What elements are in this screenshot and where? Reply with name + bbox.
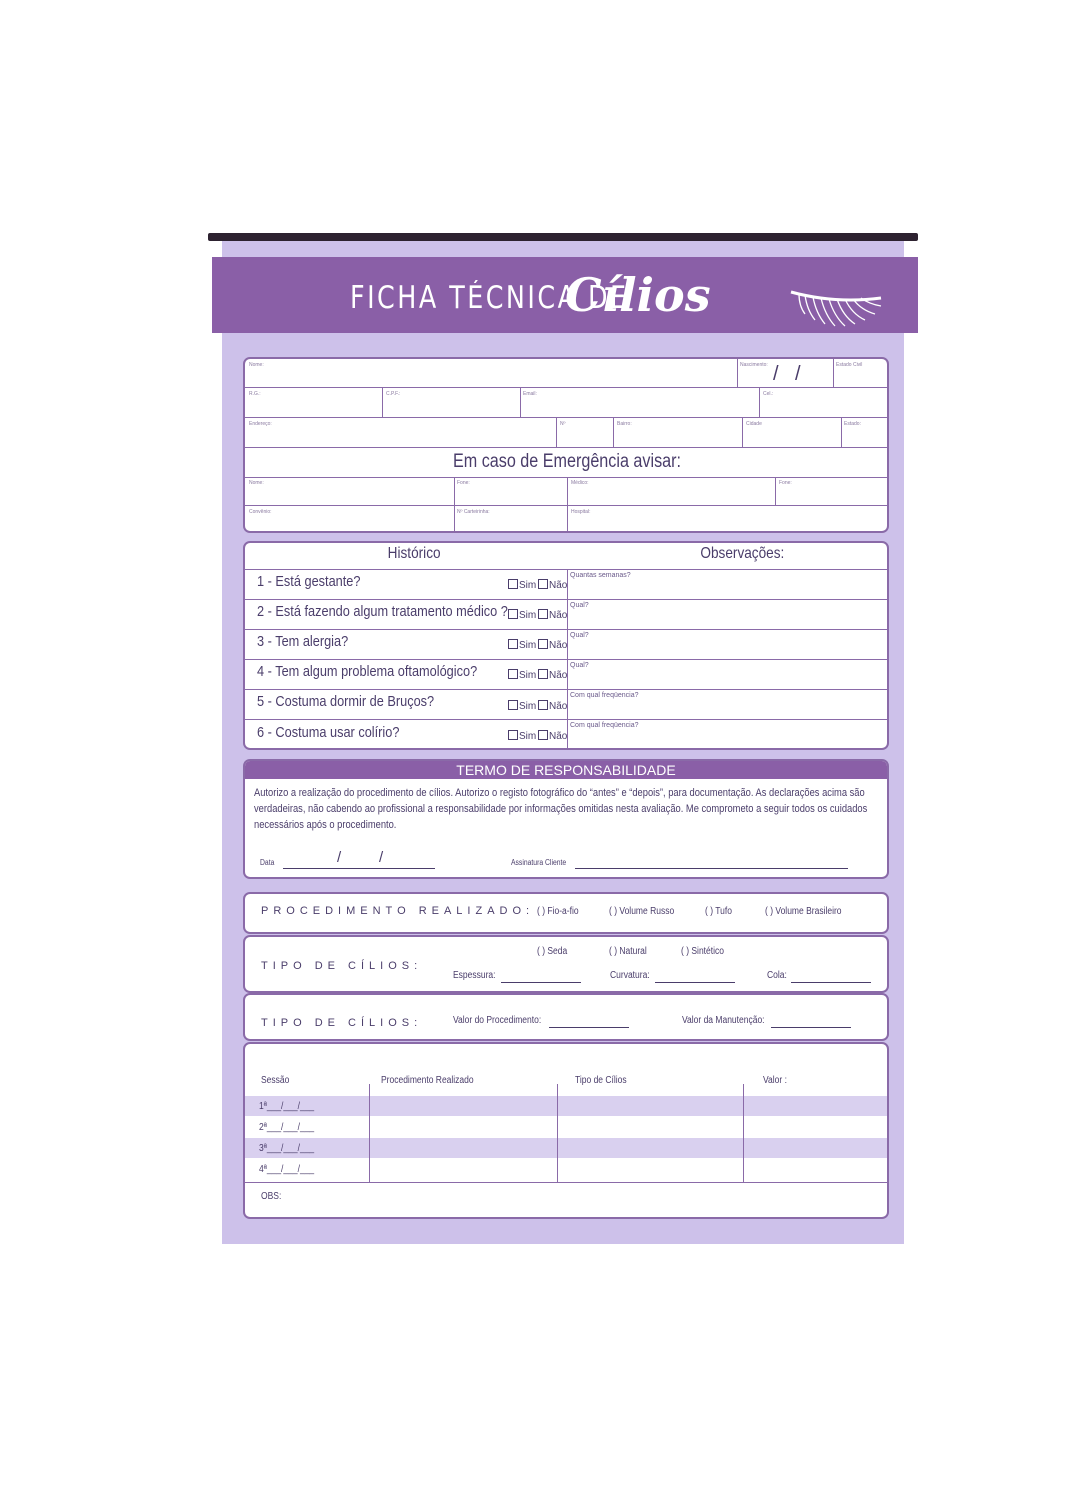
no-checkbox-5[interactable]: Não [538, 700, 567, 712]
email-label: Email: [523, 391, 537, 397]
glue-label: Cola: [767, 970, 787, 981]
no-checkbox-6[interactable]: Não [538, 730, 567, 742]
procedure-price-field[interactable] [549, 1027, 629, 1028]
terms-heading: TERMO DE RESPONSABILIDADE [456, 762, 676, 778]
question-6: 6 - Costuma usar colírio? [257, 724, 400, 741]
question-3: 3 - Tem alergia? [257, 633, 349, 650]
date-slash-2: / [379, 849, 384, 866]
question-2: 2 - Está fazendo algum tratamento médico ? [257, 603, 508, 620]
personal-info-section [243, 357, 889, 533]
obs-label: OBS: [261, 1191, 282, 1202]
yes-checkbox-3[interactable]: Sim [508, 639, 536, 651]
signature-field[interactable] [575, 868, 848, 869]
option-volume-russo[interactable]: ( ) Volume Russo [609, 906, 675, 917]
doctor-label: Médico: [571, 480, 589, 486]
no-checkbox-1[interactable]: Não [538, 579, 567, 591]
question-5: 5 - Costuma dormir de Bruços? [257, 693, 435, 710]
option-natural[interactable]: ( ) Natural [609, 946, 647, 957]
session-row-1: 1ª___/___/___ [259, 1101, 315, 1112]
thickness-label: Espessura: [453, 970, 496, 981]
eyelash-icon [785, 268, 885, 330]
thickness-field[interactable] [501, 982, 581, 983]
lash-type-col-header: Tipo de Cílios [575, 1075, 627, 1086]
option-tufo[interactable]: ( ) Tufo [705, 906, 732, 917]
price-section-label: TIPO DE CÍLIOS: [261, 1017, 423, 1029]
yes-checkbox-5[interactable]: Sim [508, 700, 536, 712]
civil-label: Estado Civil [836, 362, 863, 368]
signature-label: Assinatura Cliente [511, 858, 567, 867]
yes-checkbox-2[interactable]: Sim [508, 609, 536, 621]
no-checkbox-2[interactable]: Não [538, 609, 567, 621]
history-heading: Histórico [387, 545, 441, 562]
birth-slash-2: / [795, 363, 801, 385]
terms-line-2: verdadeiras, não cabendo ao profissional a responsabilidade por informações omitidas nesta avaliação. Me comprometo a seguir todos os cuidados [254, 803, 868, 815]
card-label: Nº Carteirinha: [457, 509, 490, 515]
option-fio-a-fio[interactable]: ( ) Fio-a-fio [537, 906, 579, 917]
procedure-price-label: Valor do Procedimento: [453, 1015, 542, 1026]
obs-6: Com qual freqüencia? [570, 722, 639, 729]
terms-section [243, 759, 889, 879]
option-seda[interactable]: ( ) Seda [537, 946, 568, 957]
session-col-header: Sessão [261, 1075, 290, 1086]
cpf-label: C.P.F.: [386, 391, 401, 397]
form-title: FICHA TÉCNICA DE [350, 280, 629, 316]
observations-heading: Observações: [700, 545, 785, 562]
obs-2: Qual? [570, 602, 589, 609]
cel-label: Cel.: [763, 391, 774, 397]
yes-checkbox-6[interactable]: Sim [508, 730, 536, 742]
no-checkbox-3[interactable]: Não [538, 639, 567, 651]
emergency-name-label: Nome: [249, 480, 264, 486]
glue-field[interactable] [791, 982, 871, 983]
doctor-phone-label: Fone: [779, 480, 792, 486]
yes-checkbox-4[interactable]: Sim [508, 669, 536, 681]
obs-4: Qual? [570, 662, 589, 669]
insurance-label: Convênio: [249, 509, 272, 515]
date-slash-1: / [337, 849, 342, 866]
value-col-header: Valor : [763, 1075, 787, 1086]
session-row-band-1 [245, 1096, 887, 1116]
yes-checkbox-1[interactable]: Sim [508, 579, 536, 591]
no-checkbox-4[interactable]: Não [538, 669, 567, 681]
obs-5: Com qual freqüencia? [570, 692, 639, 699]
maintenance-price-label: Valor da Manutenção: [682, 1015, 765, 1026]
city-label: Cidade [746, 421, 762, 427]
option-volume-brasileiro[interactable]: ( ) Volume Brasileiro [765, 906, 842, 917]
birth-slash-1: / [773, 363, 779, 385]
date-field[interactable] [283, 868, 435, 869]
address-label: Endereço: [249, 421, 272, 427]
date-label: Data [260, 858, 275, 867]
birth-label: Nascimento: [740, 362, 768, 368]
history-section [243, 541, 889, 750]
terms-line-1: Autorizo a realização do procedimento de cílios. Autorizo o registo fotográfico do “antes” e “depois”, para documentação. As declarações acima são [254, 787, 865, 799]
lash-type-section [243, 935, 889, 993]
session-row-4: 4ª___/___/___ [259, 1164, 315, 1175]
session-row-3: 3ª___/___/___ [259, 1143, 315, 1154]
terms-line-3: necessários após o procedimento. [254, 819, 397, 831]
procedure-label: PROCEDIMENTO REALIZADO: [261, 905, 535, 917]
obs-3: Qual? [570, 632, 589, 639]
number-label: Nº [560, 421, 566, 427]
maintenance-price-field[interactable] [771, 1027, 851, 1028]
rg-label: R.G.: [249, 391, 261, 397]
sessions-section [243, 1042, 889, 1219]
procedure-col-header: Procedimento Realizado [381, 1075, 474, 1086]
hospital-label: Hospital: [571, 509, 591, 515]
emergency-heading: Em caso de Emergência avisar: [452, 451, 681, 472]
question-4: 4 - Tem algum problema oftamológico? [257, 663, 478, 680]
option-sintetico[interactable]: ( ) Sintético [681, 946, 724, 957]
obs-1: Quantas semanas? [570, 572, 631, 579]
procedure-section [243, 892, 889, 934]
curve-field[interactable] [655, 982, 735, 983]
session-row-2: 2ª___/___/___ [259, 1122, 315, 1133]
price-section [243, 993, 889, 1041]
name-label: Nome: [249, 362, 264, 368]
question-1: 1 - Está gestante? [257, 573, 361, 590]
emergency-phone-label: Fone: [457, 480, 470, 486]
district-label: Bairro: [617, 421, 632, 427]
session-row-band-3 [245, 1138, 887, 1158]
form-script-title: Cílios [565, 268, 711, 322]
curve-label: Curvatura: [610, 970, 650, 981]
pad-binding [208, 233, 918, 241]
lash-type-label: TIPO DE CÍLIOS: [261, 960, 423, 972]
state-label: Estado: [844, 421, 861, 427]
